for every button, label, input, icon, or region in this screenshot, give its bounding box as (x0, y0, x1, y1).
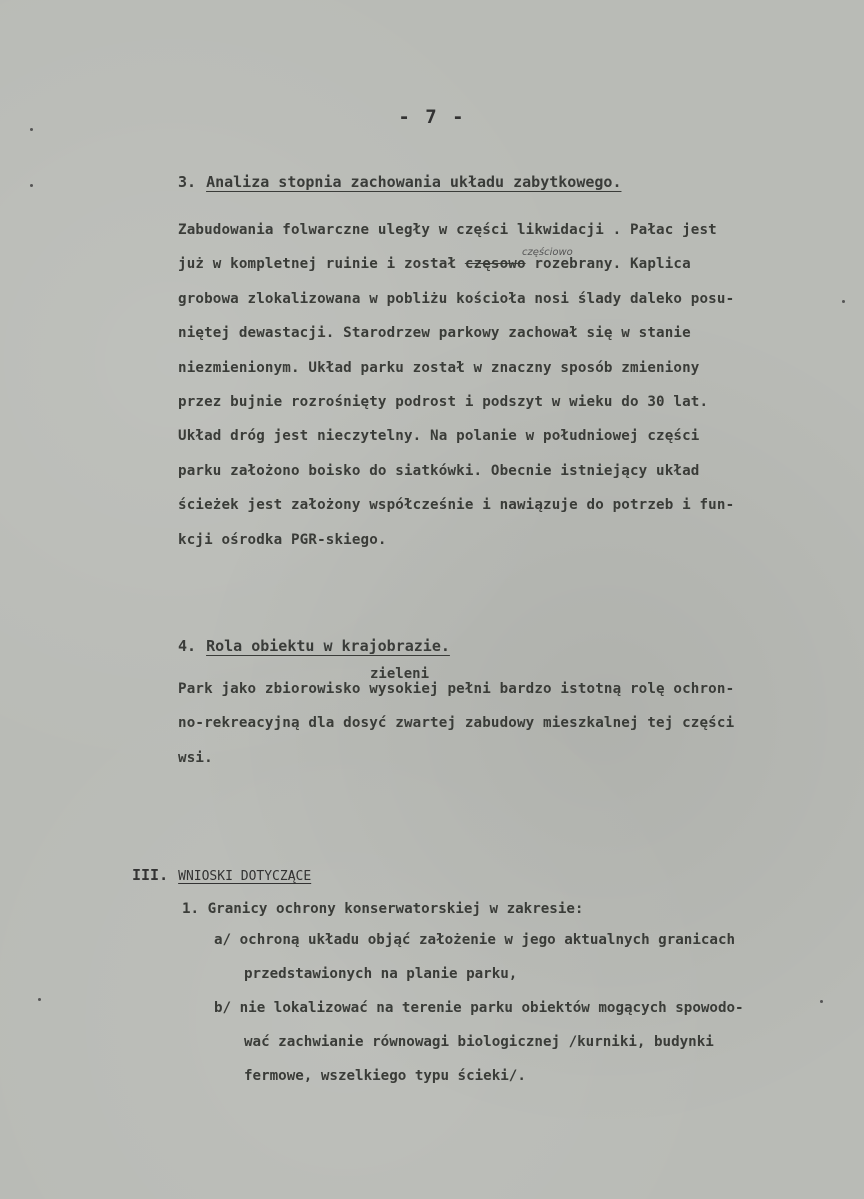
list-item-1: 1. Granicy ochrony konserwatorskiej w zakresie: (182, 901, 584, 917)
typed-insertion: zieleni (370, 666, 430, 682)
handwritten-correction: częściowo (522, 247, 573, 259)
text-line: no-rekreacyjną dla dosyć zwartej zabudowy mieszkalnej tej części (178, 715, 735, 732)
scan-speck (30, 184, 33, 187)
scan-speck (30, 128, 33, 131)
text-line: Park jako zbiorowisko wysokiej pełni bardzo istotną rolę ochron- (178, 681, 735, 697)
text-line: ścieżek jest założony współcześnie i nawiązuje do potrzeb i fun- (178, 497, 735, 514)
text-line: wsi. (178, 749, 213, 766)
text-line: parku założono boisko do siatkówki. Obecnie istniejący układ (178, 462, 700, 479)
section-iii-title: WNIOSKI DOTYCZĄCE (178, 869, 312, 884)
section-iii-heading (132, 866, 311, 884)
section-iii-number: III. (132, 866, 169, 884)
text-line: niętej dewastacji. Starodrzew parkowy zachował się w stanie (178, 325, 691, 342)
list-item-b-cont: wać zachwianie równowagi biologicznej /kurniki, budynki (244, 1034, 714, 1050)
text-line: kcji ośrodka PGR-skiego. (178, 531, 387, 548)
page-number: - 7 - (398, 106, 466, 128)
section-4-paragraph (178, 672, 734, 775)
list-item-a: a/ ochroną układu objąć założenie w jego aktualnych granicach (214, 932, 736, 948)
section-4-number: 4. (178, 637, 197, 655)
scan-speck (820, 1000, 823, 1003)
scan-speck (842, 300, 845, 303)
text-line: niezmienionym. Układ parku został w znaczny sposób zmieniony (178, 359, 700, 376)
section-4-heading (178, 637, 450, 655)
section-4-title: Rola obiektu w krajobrazie. (206, 637, 450, 655)
text-line: grobowa zlokalizowana w pobliżu kościoła nosi ślady daleko posu- (178, 290, 735, 307)
text-segment: rozebrany. Kaplica (525, 256, 691, 273)
section-3-heading (178, 173, 621, 191)
section-3-number: 3. (178, 173, 197, 191)
list-item-a-cont: przedstawionych na planie parku, (244, 966, 518, 982)
list-item-b: b/ nie lokalizować na terenie parku obiektów mogących spowodo- (214, 1000, 744, 1016)
text-line (178, 247, 734, 281)
section-3-paragraph (178, 213, 734, 557)
scan-speck (38, 998, 41, 1001)
list-item-b-cont: fermowe, wszelkiego typu ścieki/. (244, 1068, 526, 1084)
text-segment: już w kompletnej ruinie i został (178, 256, 465, 273)
text-line: Układ dróg jest nieczytelny. Na polanie w południowej części (178, 428, 700, 445)
struck-word: częsowo (464, 256, 526, 273)
section-3-title: Analiza stopnia zachowania układu zabytkowego. (206, 173, 622, 191)
text-line: przez bujnie rozrośnięty podrost i podszyt w wieku do 30 lat. (178, 394, 709, 411)
text-line: Zabudowania folwarczne uległy w części likwidacji . Pałac jest (178, 222, 717, 238)
